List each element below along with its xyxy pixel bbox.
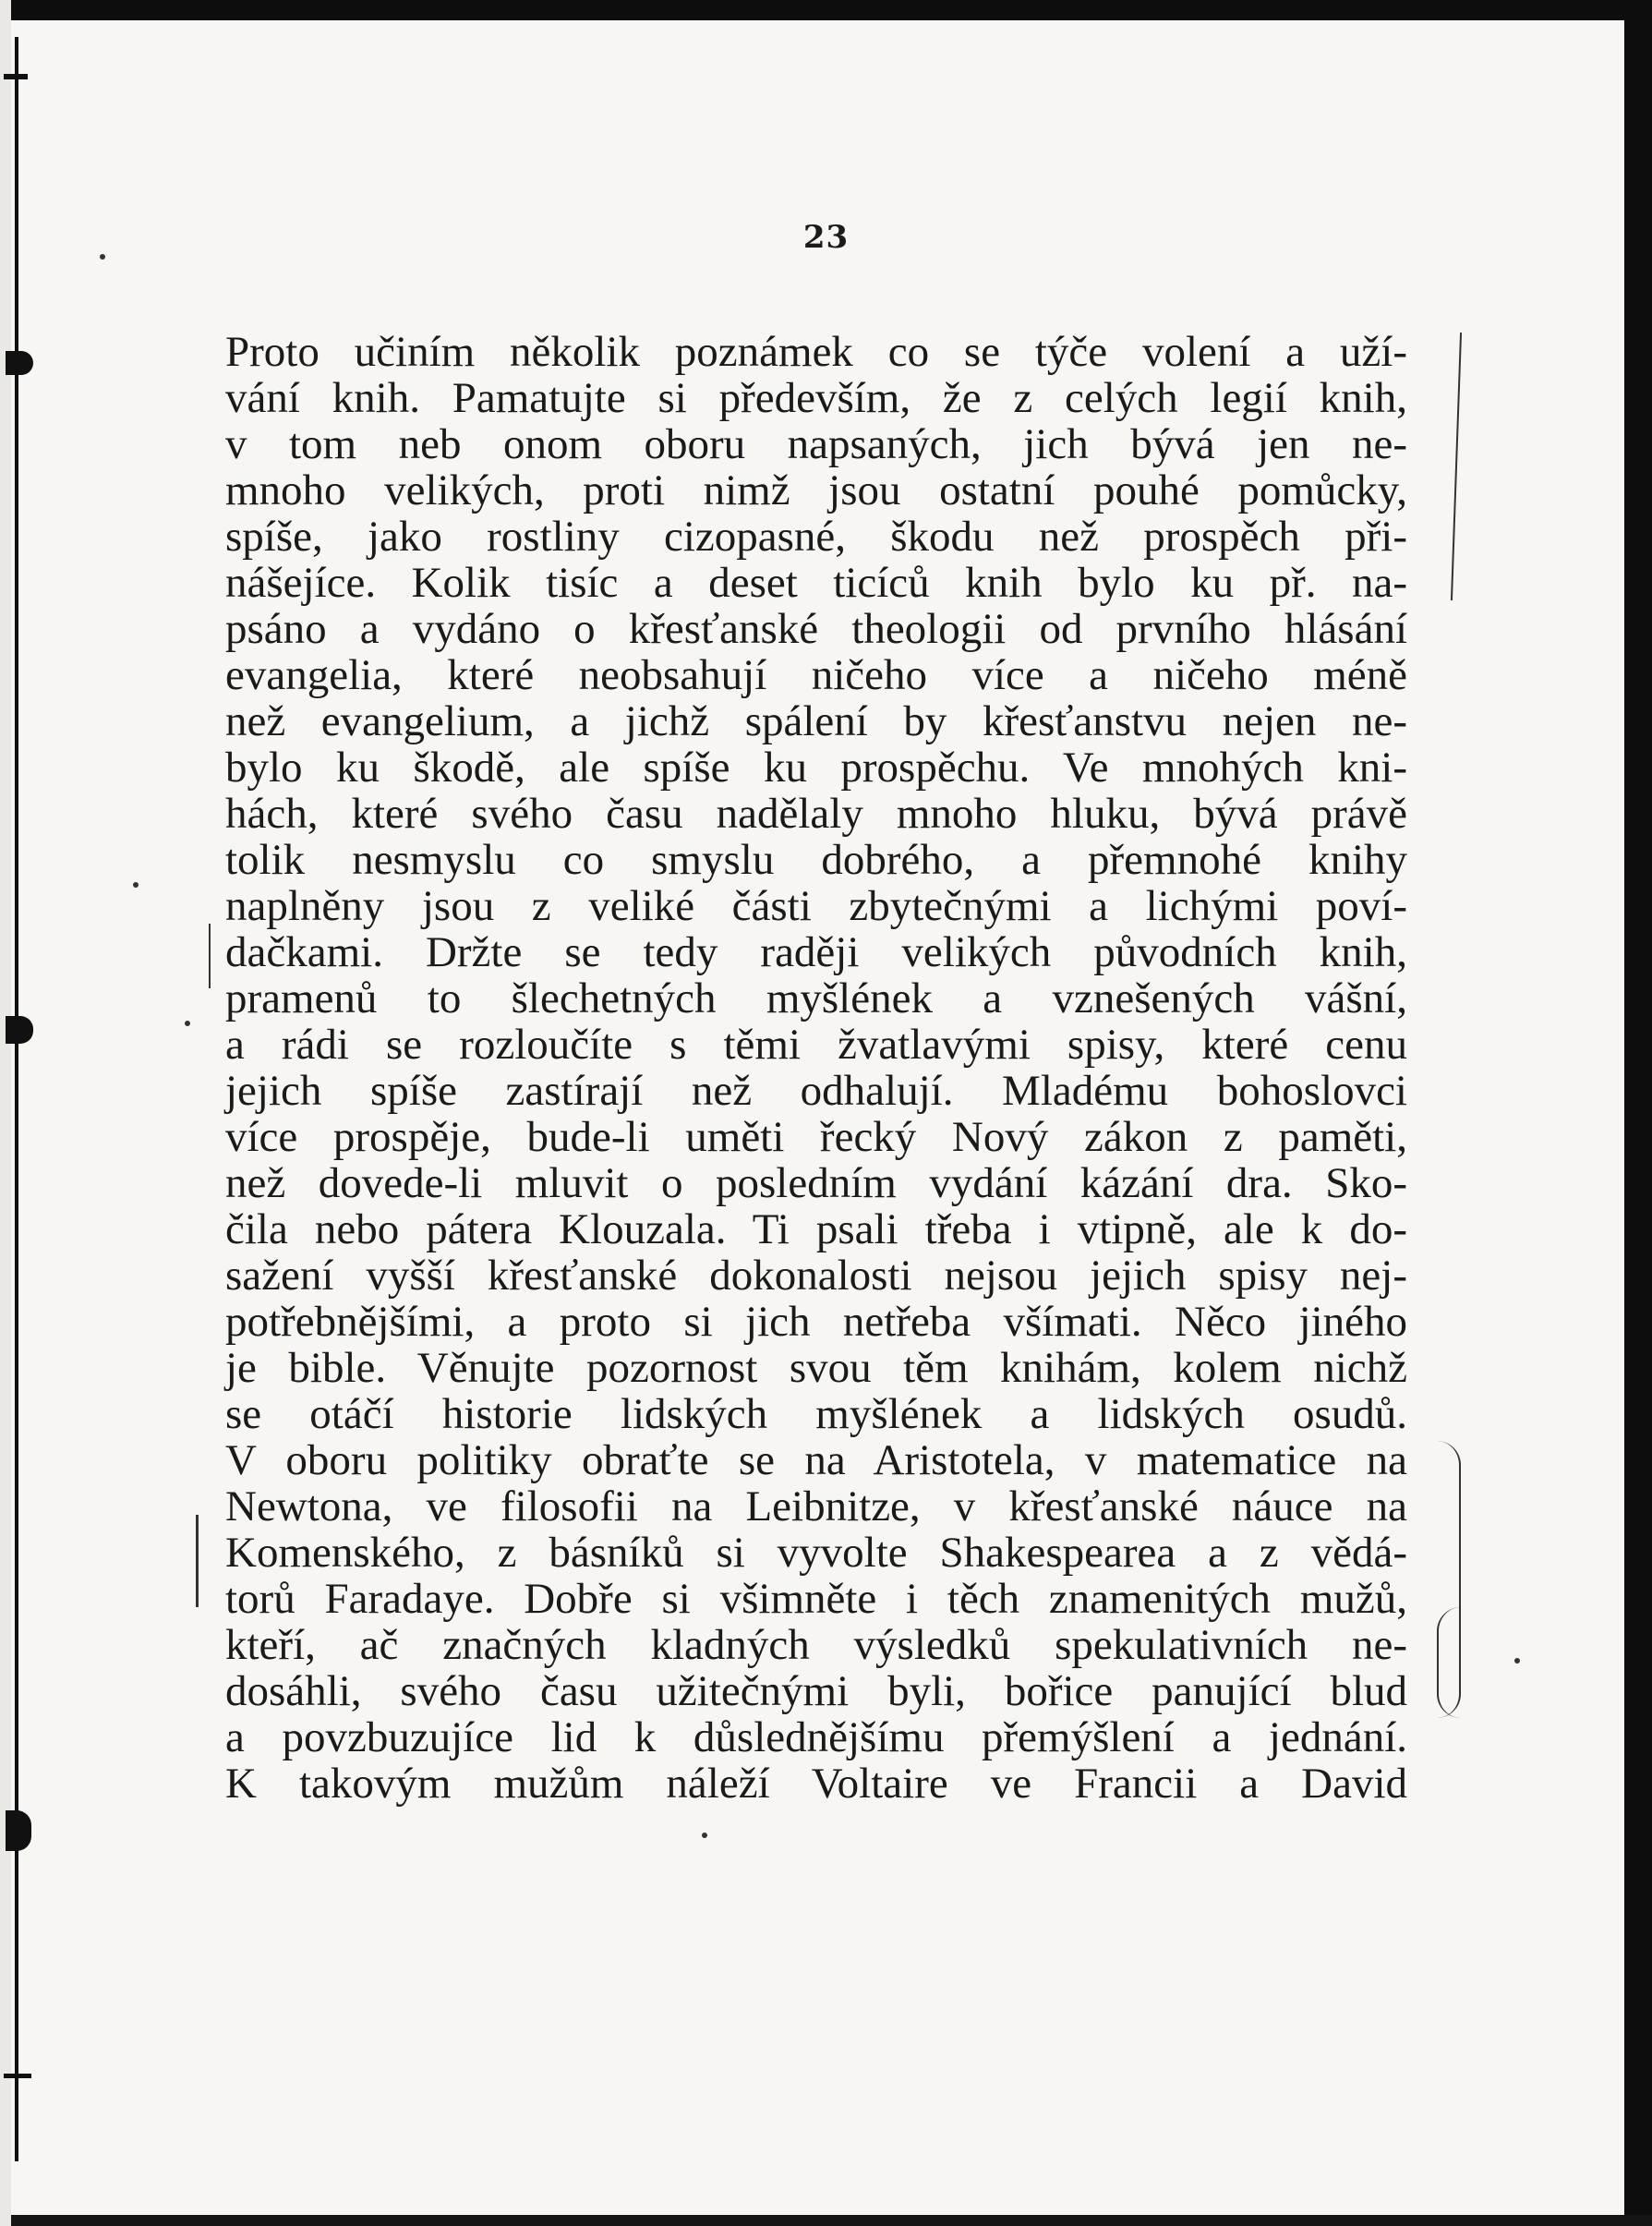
text-line: v tom neb onom oboru napsaných, jich bývá jen ne- (225, 420, 1407, 468)
margin-pencil-line (1451, 333, 1462, 600)
text-line: potřebnějšími, a proto si jich netřeba všímati. Něco jiného (225, 1298, 1407, 1346)
text-line: jejich spíše zastírají než odhalují. Mladému bohoslovci (225, 1067, 1407, 1115)
page-number: 23 (802, 219, 850, 256)
speck (185, 1021, 190, 1026)
text-line: mnoho velikých, proti nimž jsou ostatní pouhé pomůcky, (225, 466, 1407, 514)
text-line: se otáčí historie lidských myšlének a lidských osudů. (225, 1390, 1407, 1438)
body-text (225, 329, 1407, 1807)
margin-pencil-line (196, 1515, 199, 1607)
binding-clip (6, 351, 33, 375)
text-line: V oboru politiky obraťte se na Aristotela, v matematice na (225, 1436, 1407, 1484)
speck (1514, 1658, 1520, 1663)
text-line: naplněny jsou z veliké části zbytečnými a lichými poví- (225, 882, 1407, 930)
text-line: a povzbuzujíce lid k důslednějšímu přemýšlení a jednání. (225, 1713, 1407, 1761)
speck (133, 882, 139, 888)
text-line: pramenů to šlechetných myšlének a vznešených vášní, (225, 974, 1407, 1022)
text-line: a rádi se rozloučíte s těmi žvatlavými spisy, které cenu (225, 1021, 1407, 1069)
text-line: vání knih. Pamatujte si především, že z celých legií knih, (225, 374, 1407, 422)
speck (100, 254, 105, 260)
text-line: více prospěje, bude-li uměti řecký Nový zákon z paměti, (225, 1113, 1407, 1161)
binding-clip (4, 74, 28, 79)
binding-clip (6, 1016, 33, 1044)
text-line: evangelia, které neobsahují ničeho více a ničeho méně (225, 651, 1407, 699)
binding-clip (6, 1810, 31, 1851)
text-line: tolik nesmyslu co smyslu dobrého, a přemnohé knihy (225, 836, 1407, 884)
text-line: je bible. Věnujte pozornost svou těm knihám, kolem nichž (225, 1344, 1407, 1392)
text-line: K takovým mužům náleží Voltaire ve Francii a David (225, 1760, 1407, 1808)
text-line: Komenského, z básníků si vyvolte Shakespearea a z vědá- (225, 1529, 1407, 1577)
scan-border-top (0, 0, 1652, 20)
text-line: psáno a vydáno o křesťanské theologii od prvního hlásání (225, 605, 1407, 653)
margin-pencil-bracket (1437, 1607, 1461, 1718)
scan-border-right (1624, 0, 1652, 2226)
text-line: dačkami. Držte se tedy raději velikých původních knih, (225, 928, 1407, 976)
text-line: čila nebo pátera Klouzala. Ti psali třeba i vtipně, ale k do- (225, 1205, 1407, 1253)
text-line: kteří, ač značných kladných výsledků spekulativních ne- (225, 1621, 1407, 1669)
speck (702, 1833, 707, 1838)
text-line: sažení vyšší křesťanské dokonalosti nejsou jejich spisy nej- (225, 1252, 1407, 1300)
scan-border-bottom (0, 2215, 1652, 2226)
text-line: Proto učiním několik poznámek co se týče volení a uží- (225, 328, 1407, 376)
text-line: hách, které svého času nadělaly mnoho hluku, bývá právě (225, 790, 1407, 838)
text-line: bylo ku škodě, ale spíše ku prospěchu. Ve mnohých kni- (225, 744, 1407, 792)
text-line: torů Faradaye. Dobře si všimněte i těch znamenitých mužů, (225, 1575, 1407, 1623)
text-line: spíše, jako rostliny cizopasné, škodu než prospěch při- (225, 513, 1407, 561)
binding-clip (4, 2074, 31, 2078)
text-line: než dovede-li mluvit o posledním vydání kázání dra. Sko- (225, 1159, 1407, 1207)
text-line: než evangelium, a jichž spálení by křesťanstvu nejen ne- (225, 697, 1407, 745)
text-line: nášejíce. Kolik tisíc a deset ticíců knih bylo ku př. na- (225, 559, 1407, 607)
text-line: dosáhli, svého času užitečnými byli, bořice panující blud (225, 1667, 1407, 1715)
text-line: Newtona, ve filosofii na Leibnitze, v křesťanské náuce na (225, 1482, 1407, 1530)
scan-border-left (0, 0, 11, 2226)
margin-pencil-line (209, 924, 211, 988)
